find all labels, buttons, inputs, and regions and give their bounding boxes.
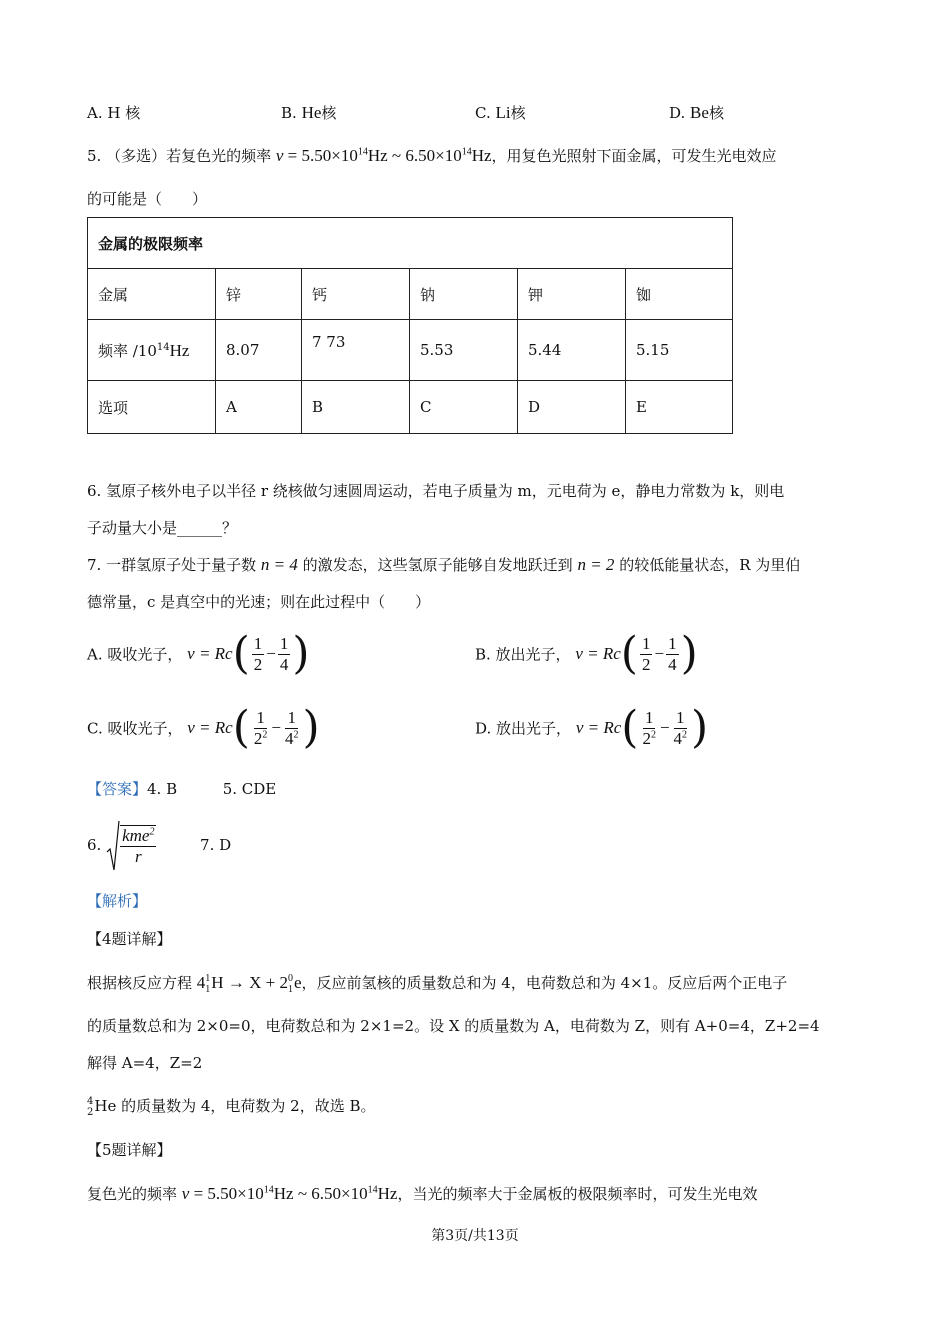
q6-line1: 6. 氢原子核外电子以半径 r 绕核做匀速圆周运动，若电子质量为 m，元电荷为 e，静电力常数为 k，则电: [87, 482, 785, 500]
table-row: [88, 381, 733, 434]
exp: 2: [682, 728, 688, 740]
den: [283, 729, 301, 749]
table-cell: 钠: [410, 269, 518, 320]
analysis-p1: [87, 973, 787, 995]
answer-5: 5. CDE: [222, 780, 277, 798]
fraction: [252, 634, 265, 675]
exp: 14: [357, 146, 368, 158]
row-label: 金属: [88, 269, 216, 320]
q5-prefix: 5. （多选）若复色光的频率: [87, 147, 272, 165]
p1-text: 根据核反应方程: [87, 974, 193, 992]
right-paren: ): [292, 628, 310, 679]
num: 1: [676, 707, 685, 727]
den: [672, 729, 690, 749]
fraction: [666, 634, 679, 675]
option-label: A. 吸收光子，: [87, 645, 183, 664]
num: 1: [279, 633, 289, 653]
base: 4: [284, 728, 294, 748]
formula-lhs: v = Rc: [187, 718, 233, 737]
unit: Hz: [169, 340, 190, 360]
formula-lhs: v = Rc: [187, 644, 233, 663]
q7-text: 的激发态，这些氢原子能够自发地跃迁到: [302, 556, 573, 574]
q5-suffix: ，用复色光照射下面金属，可发生光电效应: [491, 147, 777, 165]
row-label: 选项: [88, 381, 216, 434]
analysis-p5: [87, 1184, 757, 1204]
q6-line2: 子动量大小是______？: [87, 519, 238, 537]
table-cell: 钾: [518, 269, 626, 320]
fraction: [252, 708, 270, 749]
analysis-tag: 【解析】: [87, 892, 148, 910]
num: [120, 826, 156, 847]
den: r: [134, 847, 142, 866]
right-paren: ): [302, 702, 320, 753]
q7-option-c: [87, 702, 320, 753]
formula-lhs: v = Rc: [575, 644, 621, 663]
sqrt-expression: [106, 820, 158, 872]
q7-line1: [87, 555, 800, 575]
q7-text: 7. 一群氢原子处于量子数: [87, 556, 257, 574]
page-footer: 第3页/共13页: [431, 1228, 519, 1244]
table-cell: 8.07: [216, 320, 302, 381]
den: 4: [279, 654, 289, 674]
num: 1: [253, 633, 263, 653]
option-symbol: Be: [690, 103, 709, 122]
answer-line: [87, 779, 276, 799]
analysis-p3: 解得 A=4，Z=2: [87, 1054, 203, 1072]
q7-option-a: [87, 628, 310, 679]
n2: n = 2: [577, 555, 615, 574]
q7-text: 的较低能量状态，R 为里伯: [619, 556, 801, 574]
num-text: kme: [122, 826, 150, 845]
q4-option-a: [87, 102, 140, 123]
q5-formula: $v = 5.50\times 10^{14}Hz$ ~ $6.50\times 10^{14}Hz$: [275, 146, 492, 165]
den: [640, 729, 658, 749]
hz: Hz ~ 6.50×10: [367, 146, 462, 165]
table-cell: A: [216, 381, 302, 434]
minus: −: [654, 644, 665, 663]
cell-text: 7 73: [312, 333, 346, 351]
p4-text: He 的质量数为 4，电荷数为 2，故选 B。: [94, 1097, 376, 1115]
formula-lhs: v = Rc: [575, 718, 622, 737]
den: [252, 729, 270, 749]
option-suffix: 核: [708, 104, 724, 122]
p1-text: ，反应前氢核的质量数总和为 4，电荷数总和为 4×1。反应后两个正电子: [301, 974, 788, 992]
option-label: B.: [281, 104, 297, 122]
fraction: [283, 708, 301, 749]
right-paren: ): [691, 702, 709, 753]
table-row: [88, 269, 733, 320]
base: 2: [642, 728, 651, 748]
fraction: [120, 825, 156, 867]
table-cell: 5.44: [518, 320, 626, 381]
minus: −: [659, 718, 670, 737]
q7-line2: 德常量，c 是真空中的光速；则在此过程中（ ）: [87, 593, 431, 611]
q4-option-d: [669, 102, 724, 123]
option-label: B. 放出光子，: [475, 645, 571, 664]
n4: n = 4: [260, 555, 298, 574]
option-suffix: 核: [321, 104, 337, 122]
row-label: [88, 320, 216, 381]
exp: 2: [650, 728, 656, 740]
num: 1: [256, 707, 265, 727]
den: 2: [641, 654, 651, 674]
table-cell: E: [626, 381, 733, 434]
answer-tag: 【答案】: [87, 780, 148, 798]
option-suffix: 核: [510, 104, 526, 122]
exp: 2: [262, 728, 268, 740]
p5-formula: $v = 5.50\times 10^{14}Hz$ ~ $6.50\times 10^{14}Hz$: [181, 1184, 398, 1203]
table-title: 金属的极限频率: [88, 218, 733, 269]
fraction: [640, 634, 653, 675]
answer-6-label: 6.: [87, 836, 102, 854]
minus: −: [266, 644, 276, 663]
analysis-p4: [87, 1096, 376, 1118]
num: 1: [287, 707, 296, 727]
option-label: C. 吸收光子，: [87, 719, 183, 738]
base: 2: [253, 728, 263, 748]
q5-line2: 的可能是（ ）: [87, 190, 208, 208]
num: 1: [641, 633, 651, 653]
option-label: D. 放出光子，: [475, 719, 572, 738]
p5-text: 复色光的频率: [87, 1185, 178, 1203]
sqrt-icon: [106, 820, 120, 872]
left-paren: (: [621, 702, 639, 753]
nuclide-indices: 4 2: [87, 1096, 94, 1118]
table-cell: 5.53: [410, 320, 518, 381]
option-symbol: He: [301, 103, 322, 122]
answer-line-2: [87, 818, 231, 872]
p5-text: ，当光的频率大于金属板的极限频率时，可发生光电效: [397, 1185, 758, 1203]
exp: 14: [156, 341, 170, 353]
answer-7: 7. D: [200, 836, 232, 854]
table-row: [88, 320, 733, 381]
freq-label: 频率 /10: [98, 341, 157, 360]
option-label: D.: [669, 104, 686, 122]
table-cell: D: [518, 381, 626, 434]
left-paren: (: [232, 702, 250, 753]
option-symbol: Li: [495, 103, 511, 122]
base: 4: [673, 728, 683, 748]
exp: 2: [149, 826, 155, 838]
q4-option-b: [281, 102, 336, 123]
q5-line1: [87, 146, 777, 166]
exp: 2: [293, 728, 299, 740]
fraction: [672, 708, 690, 749]
reaction-equation: 4 1 1 H → X + 2 0 1 e: [196, 973, 302, 996]
section-heading-4: 【4题详解】: [87, 930, 172, 948]
q7-option-b: [475, 628, 698, 679]
num: 1: [668, 633, 677, 653]
option-label: C.: [475, 104, 491, 122]
table-cell: C: [410, 381, 518, 434]
num: 1: [644, 707, 654, 727]
fraction: [640, 708, 658, 749]
section-heading-5: 【5题详解】: [87, 1141, 172, 1159]
right-paren: ): [680, 628, 698, 679]
minus: −: [271, 718, 281, 737]
fraction: [278, 634, 291, 675]
option-text: A. H 核: [87, 104, 141, 122]
den: 4: [668, 654, 677, 674]
metal-threshold-table: [87, 217, 733, 434]
table-cell: [302, 320, 410, 381]
q4-option-c: [475, 102, 526, 123]
table-cell: 锌: [216, 269, 302, 320]
answer-4: 4. B: [147, 780, 178, 798]
table-cell: 铷: [626, 269, 733, 320]
hz: Hz: [471, 146, 492, 165]
left-paren: (: [620, 628, 638, 679]
analysis-p2: 的质量数总和为 2×0=0，电荷数总和为 2×1=2。设 X 的质量数为 A，电荷数为 Z，则有 A+0=4，Z+2=4: [87, 1017, 820, 1035]
table-cell: 钙: [302, 269, 410, 320]
table-cell: B: [302, 381, 410, 434]
exp: 14: [461, 146, 472, 158]
left-paren: (: [232, 628, 250, 679]
den: 2: [253, 654, 263, 674]
table-cell: 5.15: [626, 320, 733, 381]
q7-option-d: [475, 702, 709, 753]
